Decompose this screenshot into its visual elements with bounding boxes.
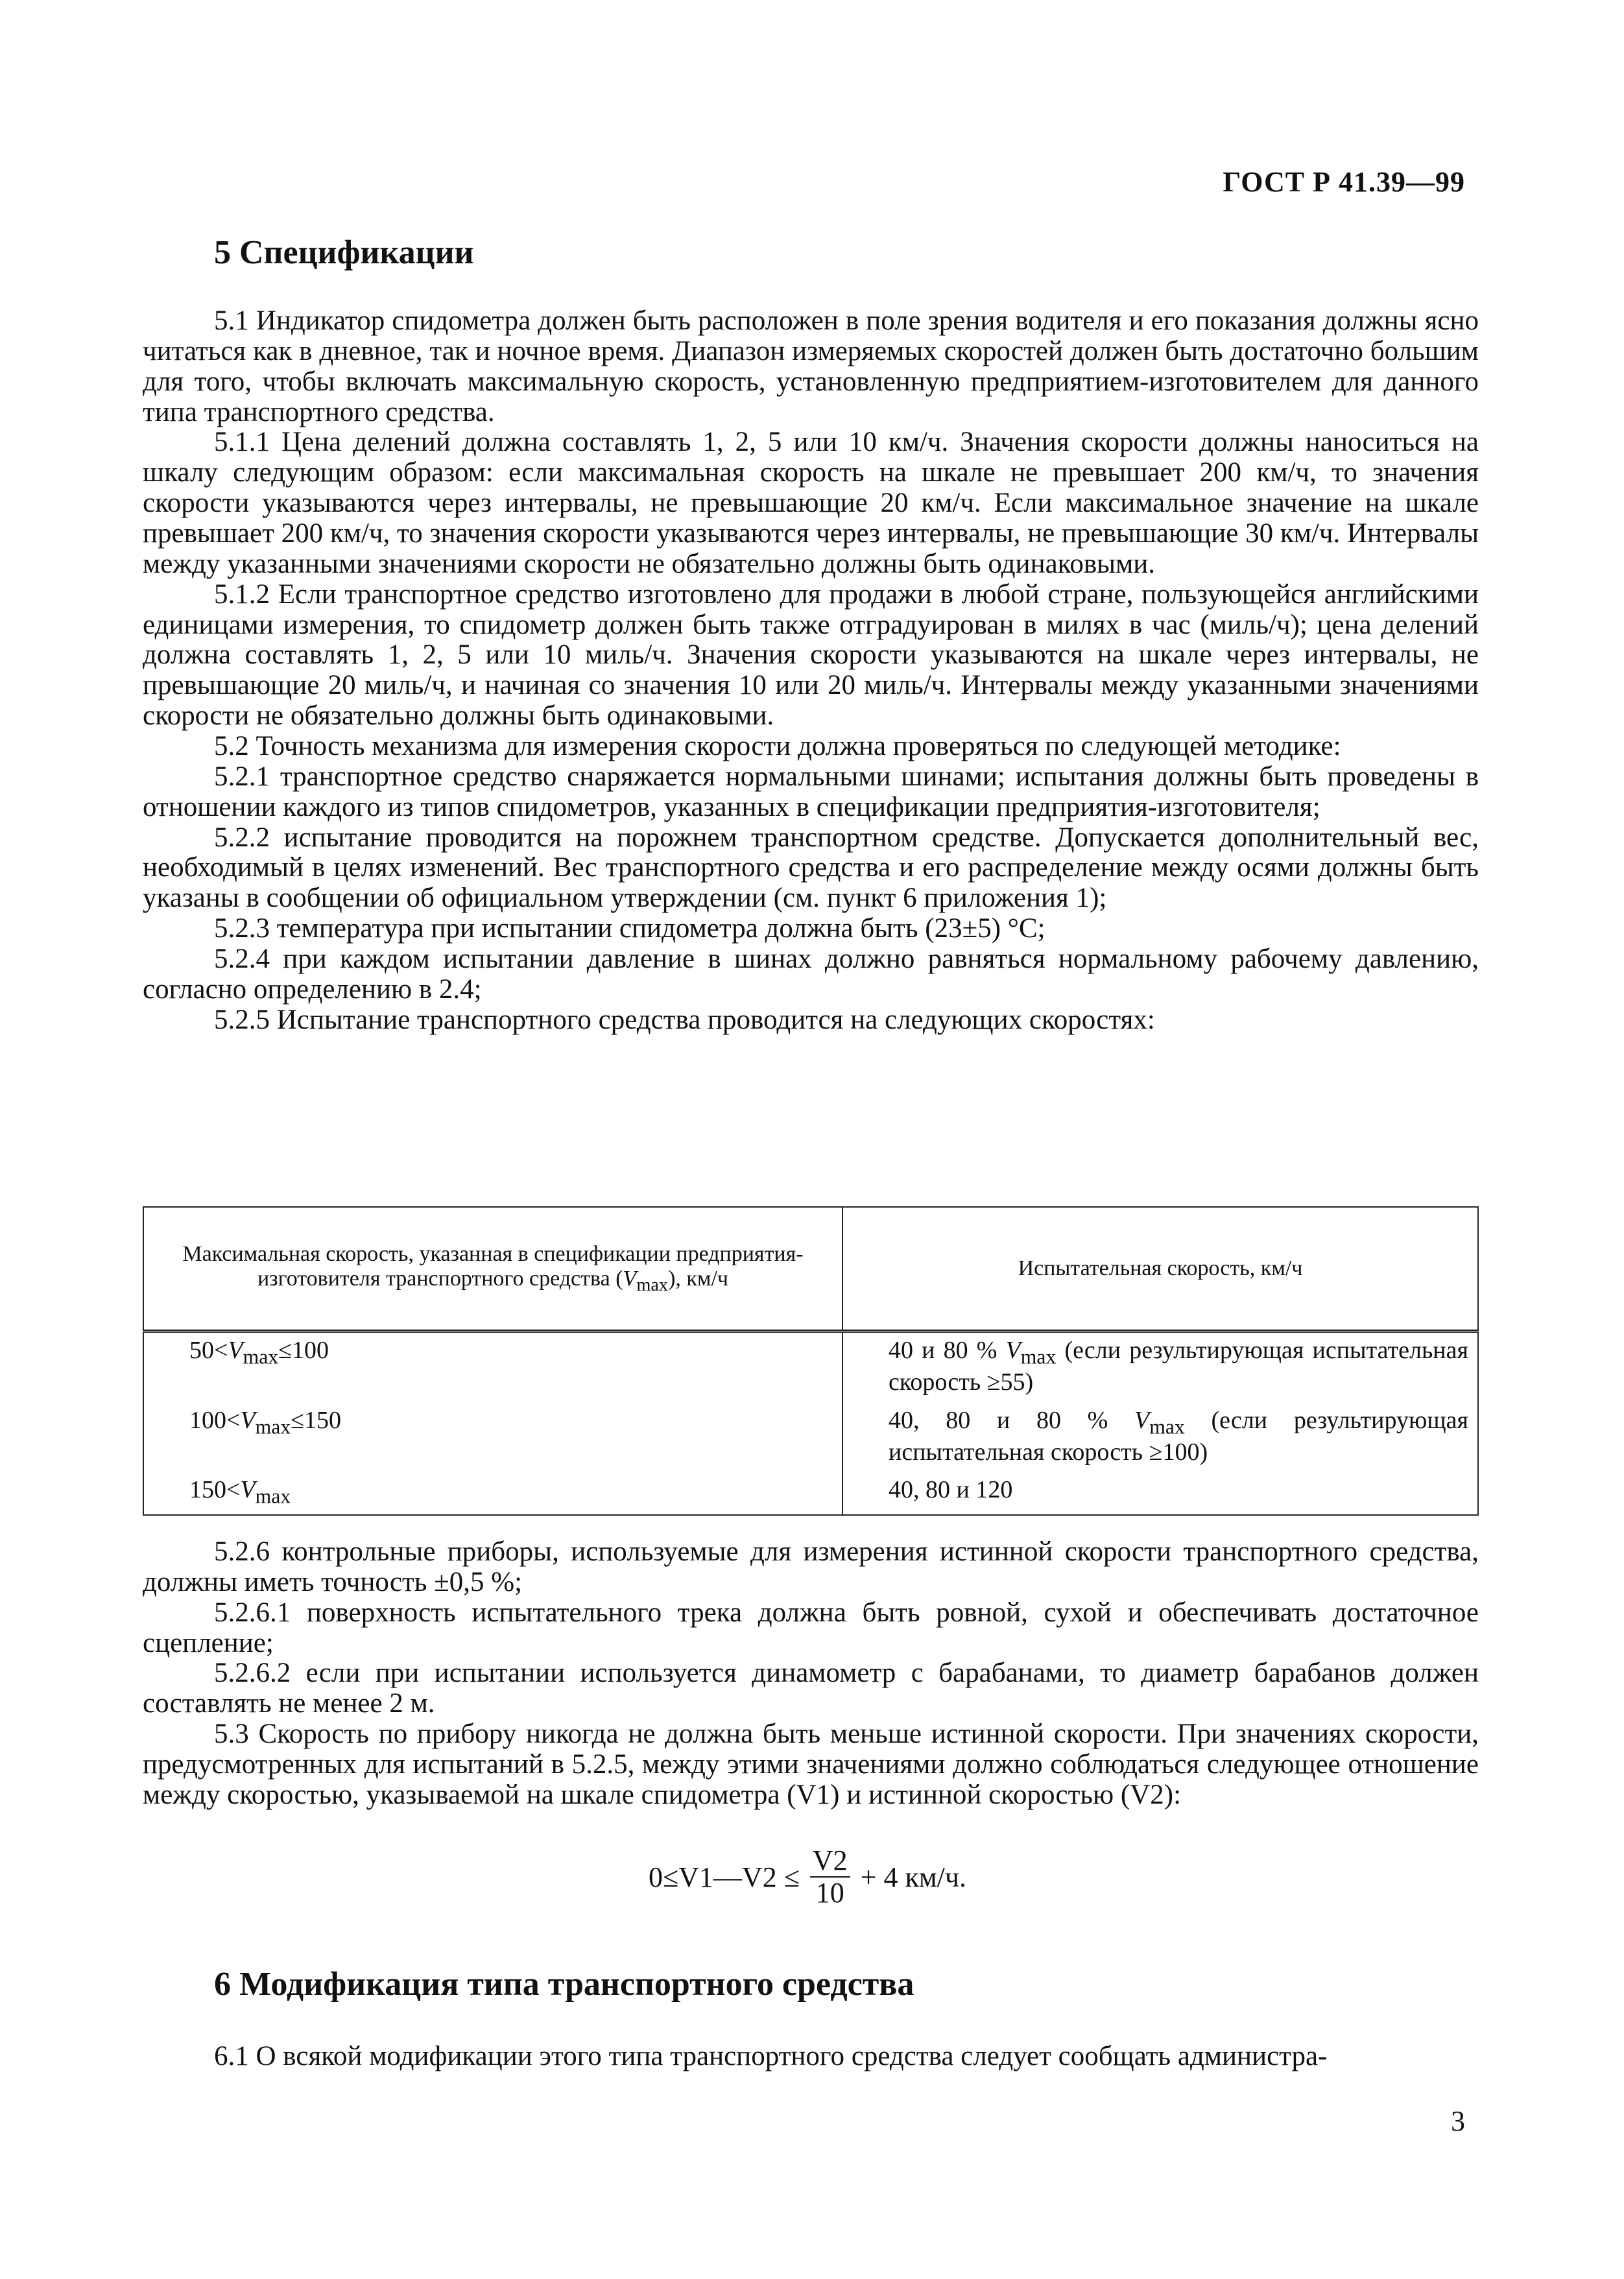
- table-row: [143, 1472, 1478, 1515]
- formula-fraction: [810, 1845, 850, 1909]
- document-code-header: ГОСТ Р 41.39—99: [1223, 166, 1465, 198]
- table-row: [143, 1403, 1478, 1473]
- test-speed-cell: 40 и 80 % $V_{max}$ (если результирующая испытательная скорость ≥55): [842, 1331, 1478, 1403]
- paragraph-5-1-1: 5.1.1 Цена делений должна составлять 1, 2, 5 или 10 км/ч. Значения скорости должны наноситься на шкалу следующим образом: если максимальная скорость на шкале не превышает 200 км/ч, то значения скорости указываются через интервалы, не превышающие 20 км/ч. Если максимальное значение на шкале превышает 200 км/ч, то значения скорости указываются через интервалы, не превышающие 30 км/ч. Интервалы между указанными значениями скорости не обязательно должны быть одинаковыми.: [143, 427, 1479, 579]
- max-speed-range-cell: $50<V_{max}\le 100$: [143, 1331, 842, 1403]
- test-speed-column-header: Испытательная скорость, км/ч: [842, 1207, 1478, 1331]
- paragraph-5-2-4: 5.2.4 при каждом испытании давление в шинах должно равняться нормальному рабочему давлению, согласно определению в 2.4;: [143, 944, 1479, 1005]
- max-speed-range-cell: $150<V_{max}$: [143, 1472, 842, 1515]
- section-5-title: 5 Спецификации: [214, 234, 474, 271]
- test-speed-table: [143, 1206, 1479, 1516]
- paragraph-5-3: 5.3 Скорость по прибору никогда не должна быть меньше истинной скорости. При значениях скорости, предусмотренных для испытаний в 5.2.5, между этими значениями должно соблюдаться следующее отношение между скоростью, указываемой на шкале спидометра (V1) и истинной скоростью (V2):: [143, 1719, 1479, 1810]
- max-speed-range-cell: $100<V_{max}\le 150$: [143, 1403, 842, 1473]
- paragraph-5-2-6-2: 5.2.6.2 если при испытании используется динамометр с барабанами, то диаметр барабанов должен составлять не менее 2 м.: [143, 1658, 1479, 1719]
- paragraph-6-1: 6.1 О всякой модификации этого типа транспортного средства следует сообщать администра-: [214, 2041, 1328, 2071]
- paragraph-5-2-6-1: 5.2.6.1 поверхность испытательного трека должна быть ровной, сухой и обеспечивать достаточное сцепление;: [143, 1597, 1479, 1658]
- paragraph-5-2-2: 5.2.2 испытание проводится на порожнем транспортном средстве. Допускается дополнительный вес, необходимый в целях изменений. Вес транспортного средства и его распределение между осями должны быть указаны в сообщении об официальном утверждении (см. пункт 6 приложения 1);: [143, 822, 1479, 914]
- paragraph-5-2-3: 5.2.3 температура при испытании спидометра должна быть (23±5) °С;: [214, 913, 1045, 944]
- formula-left: 0≤V1—V2 ≤: [649, 1861, 800, 1893]
- paragraph-5-2-6: 5.2.6 контрольные приборы, используемые для измерения истинной скорости транспортного средства, должны иметь точность ±0,5 %;: [143, 1536, 1479, 1597]
- max-speed-column-header: Максимальная скорость, указанная в спецификации предприятия-изготовителя транспортного средства $(V_{max})$, км/ч: [143, 1207, 842, 1331]
- table-row: [143, 1331, 1478, 1403]
- section-6-body: [143, 2042, 1479, 2072]
- formula-right: + 4 км/ч.: [860, 1861, 967, 1893]
- paragraph-5-2: 5.2 Точность механизма для измерения скорости должна проверяться по следующей методике:: [214, 731, 1341, 762]
- test-speed-cell: 40, 80 и 80 % $V_{max}$ (если результирующая испытательная скорость ≥100): [842, 1403, 1478, 1473]
- paragraph-5-1-2: 5.1.2 Если транспортное средство изготовлено для продажи в любой стране, пользующейся английскими единицами измерения, то спидометр должен быть также отградуирован в милях в час (миль/ч); цена делений должна составлять 1, 2, 5 или 10 миль/ч. Значения скорости указываются на шкале через интервалы, не превышающие 20 миль/ч, и начиная со значения 10 или 20 миль/ч. Интервалы между указанными значениями скорости не обязательно должны быть одинаковыми.: [143, 579, 1479, 732]
- paragraph-5-1: 5.1 Индикатор спидометра должен быть расположен в поле зрения водителя и его показания должны ясно читаться как в дневное, так и ночное время. Диапазон измеряемых скоростей должен быть достаточно большим для того, чтобы включать максимальную скорость, установленную предприятием-изготовителем для данного типа транспортного средства.: [143, 305, 1479, 427]
- section-5-body-continued: [143, 1537, 1479, 1811]
- test-speed-cell: 40, 80 и 120: [842, 1472, 1478, 1515]
- formula-denominator: 10: [815, 1877, 844, 1909]
- paragraph-5-2-5: 5.2.5 Испытание транспортного средства проводится на следующих скоростях:: [214, 1004, 1155, 1035]
- formula-numerator: V2: [810, 1845, 850, 1878]
- section-6-title: 6 Модификация типа транспортного средства: [214, 1966, 914, 2003]
- section-5-body: [143, 306, 1479, 1036]
- paragraph-5-2-1: 5.2.1 транспортное средство снаряжается нормальными шинами; испытания должны быть проведены в отношении каждого из типов спидометров, указанных в спецификации предприятия-изготовителя;: [143, 761, 1479, 822]
- table-header-row: [143, 1207, 1478, 1331]
- speed-relation-formula: [649, 1845, 966, 1909]
- page-number: 3: [1451, 2105, 1465, 2137]
